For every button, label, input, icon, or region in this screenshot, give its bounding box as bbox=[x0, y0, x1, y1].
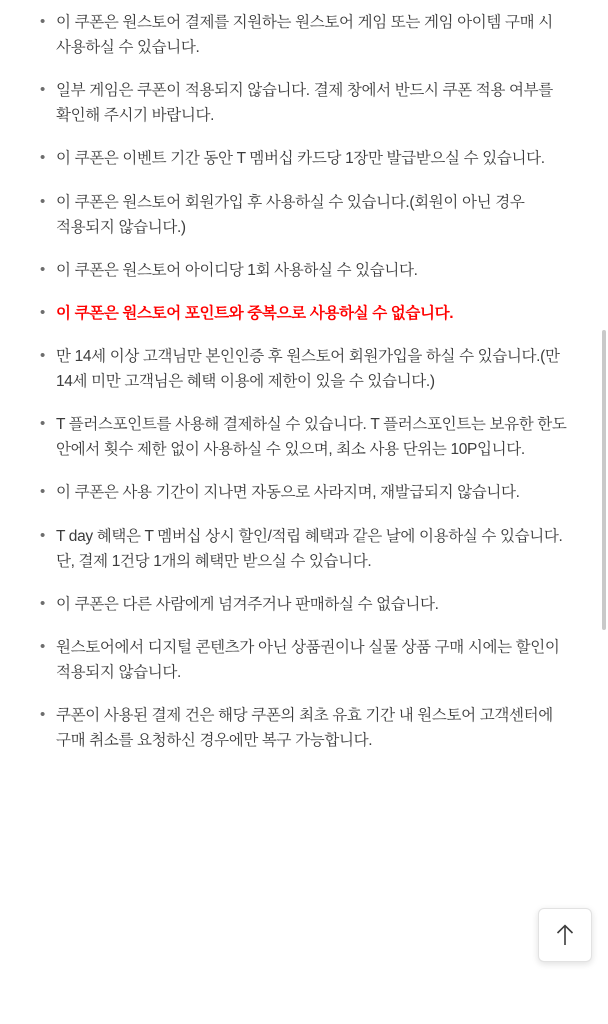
notice-text: 이 쿠폰은 다른 사람에게 넘겨주거나 판매하실 수 없습니다. bbox=[56, 595, 439, 613]
list-item bbox=[38, 190, 574, 240]
notice-text: 이 쿠폰은 원스토어 아이디당 1회 사용하실 수 있습니다. bbox=[56, 261, 418, 279]
bullet-icon: • bbox=[40, 637, 45, 655]
scrollbar[interactable] bbox=[603, 0, 607, 1024]
bullet-icon: • bbox=[40, 415, 45, 433]
list-item bbox=[38, 592, 574, 617]
notice-text: 일부 게임은 쿠폰이 적용되지 않습니다. 결제 창에서 반드시 쿠폰 적용 여부를 확인해 주시기 바랍니다. bbox=[56, 82, 553, 125]
bullet-icon: • bbox=[40, 149, 45, 167]
bullet-icon: • bbox=[40, 706, 45, 724]
list-item bbox=[38, 344, 574, 394]
list-item bbox=[38, 78, 574, 128]
list-item bbox=[38, 480, 574, 505]
list-item bbox=[38, 412, 574, 462]
list-item bbox=[38, 703, 574, 753]
bullet-icon: • bbox=[40, 260, 45, 278]
notice-text: 만 14세 이상 고객님만 본인인증 후 원스토어 회원가입을 하실 수 있습니다.(만 14세 미만 고객님은 혜택 이용에 제한이 있을 수 있습니다.) bbox=[56, 347, 560, 391]
bullet-icon: • bbox=[40, 81, 45, 99]
bullet-icon: • bbox=[40, 526, 45, 544]
notice-text: 이 쿠폰은 이벤트 기간 동안 T 멤버십 카드당 1장만 발급받으실 수 있습니다. bbox=[56, 150, 545, 168]
bullet-icon: • bbox=[40, 483, 45, 501]
notice-text: T day 혜택은 T 멤버십 상시 할인/적립 혜택과 같은 날에 이용하실 수 있습니다. 단, 결제 1건당 1개의 혜택만 받으실 수 있습니다. bbox=[56, 527, 563, 570]
bullet-icon: • bbox=[40, 192, 45, 210]
bullet-icon: • bbox=[40, 594, 45, 612]
notice-text: T 플러스포인트를 사용해 결제하실 수 있습니다. T 플러스포인트는 보유한 한도 안에서 횟수 제한 없이 사용하실 수 있으며, 최소 사용 단위는 10P입니다. bbox=[56, 416, 567, 459]
bullet-icon: • bbox=[40, 303, 45, 321]
notice-text: 이 쿠폰은 사용 기간이 지나면 자동으로 사라지며, 재발급되지 않습니다. bbox=[56, 484, 520, 502]
bullet-icon: • bbox=[40, 13, 45, 30]
list-item bbox=[38, 10, 574, 60]
notice-text: 이 쿠폰은 원스토어 결제를 지원하는 원스토어 게임 또는 게임 아이템 구매 시 사용하실 수 있습니다. bbox=[56, 14, 553, 57]
arrow-up-icon bbox=[554, 923, 576, 947]
left-margin bbox=[0, 0, 38, 1024]
list-item bbox=[38, 146, 574, 171]
coupon-notice-list bbox=[38, 0, 592, 771]
notice-text: 원스토어에서 디지털 콘텐츠가 아닌 상품권이나 실물 상품 구매 시에는 할인이 적용되지 않습니다. bbox=[56, 638, 560, 681]
scrollbar-thumb[interactable] bbox=[602, 330, 606, 630]
list-item-emphasized bbox=[38, 301, 574, 326]
notice-text-emphasized: 이 쿠폰은 원스토어 포인트와 중복으로 사용하실 수 없습니다. bbox=[56, 304, 454, 322]
list-item bbox=[38, 635, 574, 685]
list-item bbox=[38, 524, 574, 574]
list-item bbox=[38, 258, 574, 283]
notice-text: 이 쿠폰은 원스토어 회원가입 후 사용하실 수 있습니다.(회원이 아닌 경우 적용되지 않습니다.) bbox=[56, 193, 525, 236]
bullet-icon: • bbox=[40, 346, 45, 364]
notice-text: 쿠폰이 사용된 결제 건은 해당 쿠폰의 최초 유효 기간 내 원스토어 고객센터에 구매 취소를 요청하신 경우에만 복구 가능합니다. bbox=[56, 707, 553, 750]
scroll-to-top-button[interactable] bbox=[538, 908, 592, 962]
